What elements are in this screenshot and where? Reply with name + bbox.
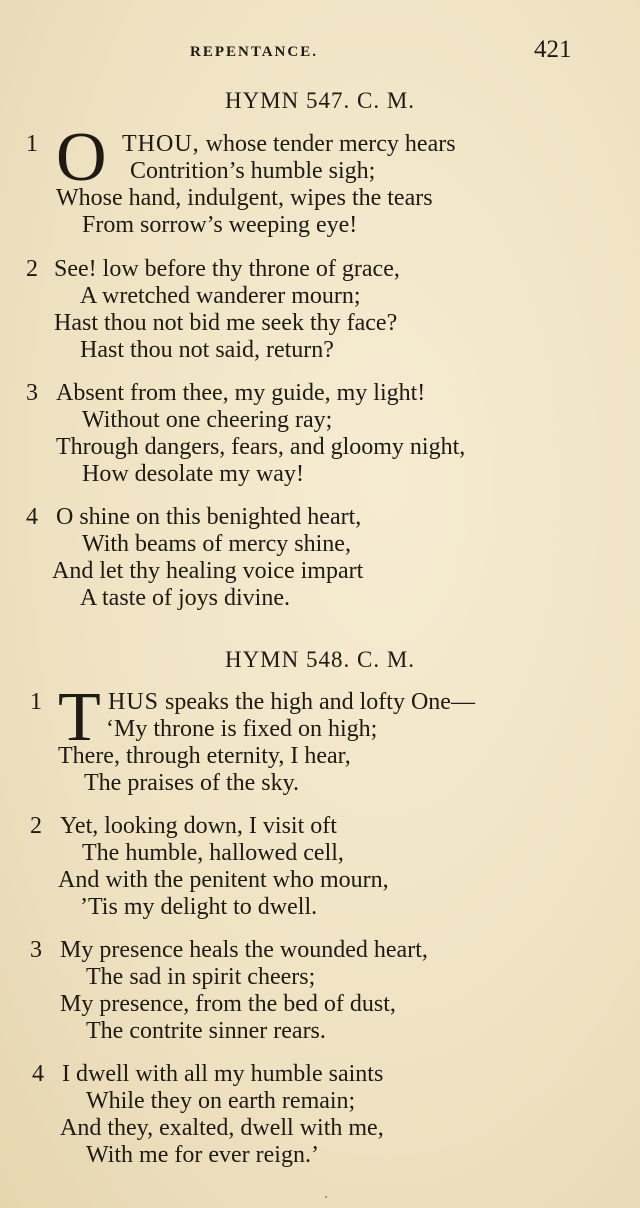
page-number: 421: [534, 36, 572, 63]
verse-line: From sorrow’s weeping eye!: [82, 212, 358, 238]
hymn-title: HYMN 548. C. M.: [224, 647, 416, 672]
stanza-number: 3: [30, 937, 42, 963]
stanza-number: 4: [32, 1061, 44, 1087]
stanza-number: 2: [30, 813, 42, 839]
stanza-number: 1: [30, 689, 42, 715]
first-line-rest: speaks the high and lofty One—: [159, 689, 475, 715]
verse-line: Without one cheering ray;: [82, 407, 333, 433]
verse-line: [122, 131, 456, 158]
stanza-number: 2: [26, 256, 38, 282]
verse-line: While they on earth remain;: [86, 1088, 356, 1114]
verse-line: And they, exalted, dwell with me,: [60, 1115, 384, 1141]
verse-line: [108, 689, 475, 716]
verse-line: Hast thou not bid me seek thy face?: [54, 310, 398, 336]
verse-line: The humble, hallowed cell,: [82, 840, 344, 866]
paper-speck: [325, 1196, 327, 1198]
verse-line: There, through eternity, I hear,: [58, 743, 351, 769]
verse-line: How desolate my way!: [82, 461, 304, 487]
verse-line: O shine on this benighted heart,: [56, 504, 362, 530]
verse-line: See! low before thy throne of grace,: [54, 256, 400, 282]
verse-line: ’Tis my delight to dwell.: [80, 894, 318, 920]
stanza-number: 4: [26, 504, 38, 530]
stanza-number: 1: [26, 131, 38, 157]
verse-line: With me for ever reign.’: [86, 1142, 319, 1168]
hymn-title: HYMN 547. C. M.: [224, 88, 416, 113]
first-line-rest: whose tender mercy hears: [199, 131, 456, 157]
verse-line: My presence heals the wounded heart,: [60, 937, 428, 963]
running-head: REPENTANCE.: [190, 44, 318, 60]
verse-line: Hast thou not said, return?: [80, 337, 334, 363]
verse-line: ‘My throne is fixed on high;: [106, 716, 378, 742]
verse-line: The sad in spirit cheers;: [86, 964, 316, 990]
verse-line: The praises of the sky.: [84, 770, 300, 796]
verse-line: With beams of mercy shine,: [82, 531, 351, 557]
verse-line: The contrite sinner rears.: [86, 1018, 326, 1044]
verse-line: A taste of joys divine.: [80, 585, 290, 611]
verse-line: I dwell with all my humble saints: [62, 1061, 384, 1087]
verse-line: Contrition’s humble sigh;: [130, 158, 376, 184]
verse-line: Yet, looking down, I visit oft: [60, 813, 337, 839]
first-word: HUS: [108, 689, 160, 715]
drop-cap: T: [58, 679, 101, 756]
verse-line: Whose hand, indulgent, wipes the tears: [56, 185, 433, 211]
verse-line: My presence, from the bed of dust,: [60, 991, 396, 1017]
verse-line: Through dangers, fears, and gloomy night,: [56, 434, 466, 460]
stanza-number: 3: [26, 380, 38, 406]
verse-line: Absent from thee, my guide, my light!: [56, 380, 426, 406]
drop-cap: O: [56, 119, 107, 196]
verse-line: And let thy healing voice impart: [52, 558, 364, 584]
first-word: THOU,: [122, 131, 200, 157]
verse-line: And with the penitent who mourn,: [58, 867, 389, 893]
verse-line: A wretched wanderer mourn;: [80, 283, 361, 309]
